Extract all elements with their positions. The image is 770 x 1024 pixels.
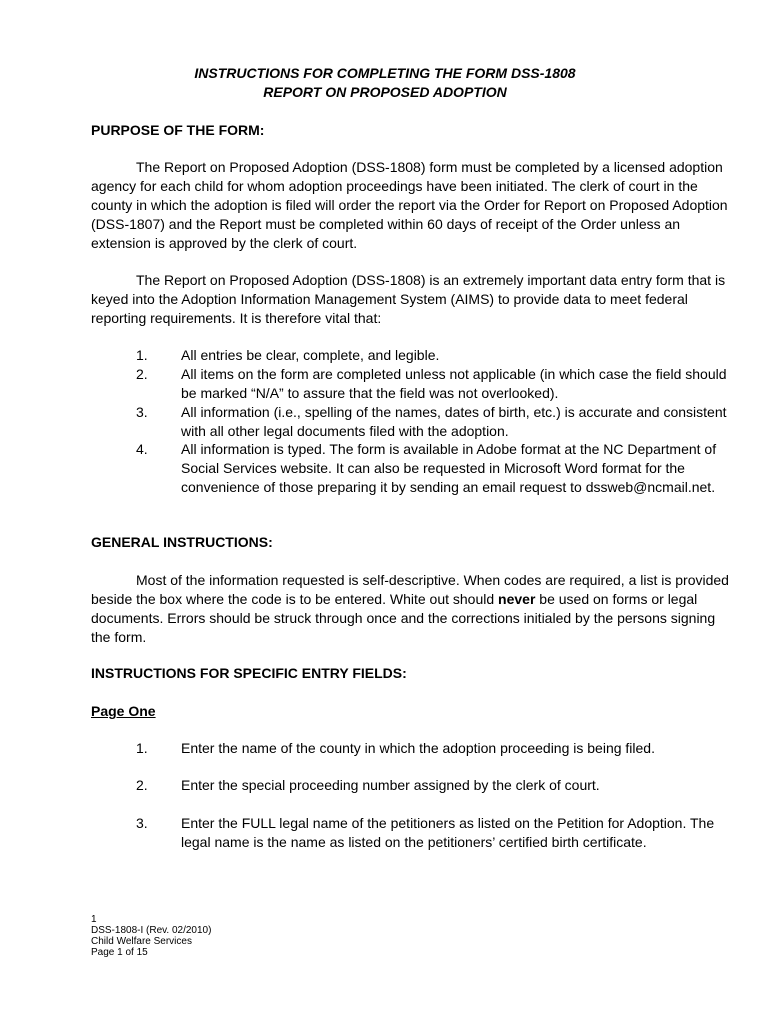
list-item-number: 3. — [136, 815, 148, 831]
document-subtitle: REPORT ON PROPOSED ADOPTION — [263, 84, 507, 100]
footer-division: Child Welfare Services — [91, 936, 192, 947]
list-item-number: 2. — [136, 777, 148, 793]
purpose-heading: PURPOSE OF THE FORM: — [91, 122, 265, 138]
footer-page-count: Page 1 of 15 — [91, 947, 148, 958]
general-paragraph — [91, 571, 731, 647]
list-item-text: All items on the form are completed unless not applicable (in which case the field should be marked “N/A” to assure that the field was not overlooked). — [181, 366, 727, 401]
page-footer — [91, 914, 211, 958]
list-item-number: 2. — [136, 366, 148, 382]
list-item-number: 1. — [136, 347, 148, 363]
page-one-subheading: Page One — [91, 703, 156, 719]
list-item-text: All entries be clear, complete, and legible. — [181, 347, 440, 363]
list-item-number: 4. — [136, 441, 148, 457]
purpose-paragraph-1: The Report on Proposed Adoption (DSS-1808) form must be completed by a licensed adoption agency for each child for whom adoption proceedings have been initiated. The clerk of court in the county in which the adoption is filed will order the report via the Order for Report on Proposed Adoption (DSS-1807) and the Report must be completed within 60 days of receipt of the Order unless an extension is approved by the clerk of court. — [91, 159, 728, 251]
list-item-text: All information is typed. The form is available in Adobe format at the NC Department of Social Services website. It can also be requested in Microsoft Word format for the convenience of those preparing it by sending an email request to dssweb@ncmail.net. — [181, 441, 717, 495]
list-item-text: All information (i.e., spelling of the names, dates of birth, etc.) is accurate and consistent with all other legal documents filed with the adoption. — [181, 404, 727, 439]
general-text-end: be used on forms or legal documents. Errors should be struck through once and the corrections initialed by the persons signing the form. — [91, 591, 716, 645]
list-item-text: Enter the special proceeding number assigned by the clerk of court. — [181, 777, 600, 793]
general-heading: GENERAL INSTRUCTIONS: — [91, 534, 273, 550]
general-text-emphasis: never — [498, 591, 536, 607]
general-text-start: Most of the information requested is self-descriptive. When codes are required, a list is provided beside the box where the code is to be entered. White out should — [91, 572, 729, 607]
list-item-text: Enter the FULL legal name of the petitioners as listed on the Petition for Adoption. The legal name is the name as listed on the petitioners’ certified birth certificate. — [181, 815, 715, 850]
specific-heading: INSTRUCTIONS FOR SPECIFIC ENTRY FIELDS: — [91, 665, 407, 681]
list-item-number: 3. — [136, 404, 148, 420]
footer-page-number: 1 — [91, 914, 97, 925]
purpose-paragraph-2: The Report on Proposed Adoption (DSS-1808) is an extremely important data entry form that is keyed into the Adoption Information Management System (AIMS) to provide data to meet federal reporting requirements. It is therefore vital that: — [91, 272, 726, 326]
list-item-number: 1. — [136, 740, 148, 756]
list-item-text: Enter the name of the county in which the adoption proceeding is being filed. — [181, 740, 655, 756]
document-title: INSTRUCTIONS FOR COMPLETING THE FORM DSS-1808 — [194, 65, 576, 81]
footer-form-id: DSS-1808-I (Rev. 02/2010) — [91, 925, 212, 936]
